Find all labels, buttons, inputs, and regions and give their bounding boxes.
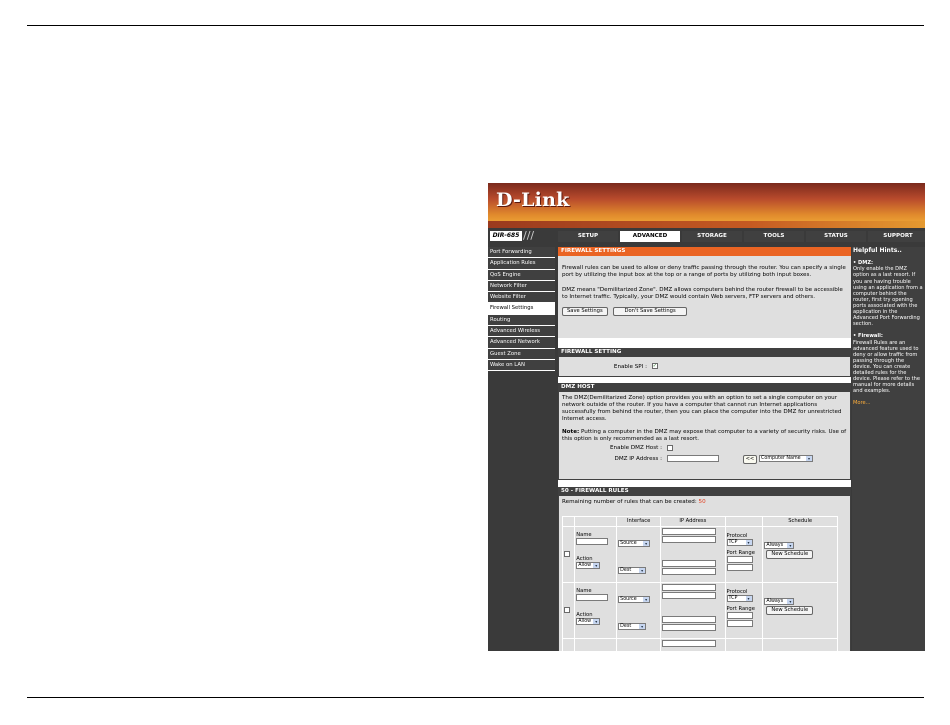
chevron-down-icon: ▾ <box>789 598 792 604</box>
sidebar-item-wake-on-lan[interactable]: Wake on LAN <box>488 360 555 371</box>
src-ip-start-input[interactable] <box>662 640 716 647</box>
sidebar-item-advanced-network[interactable]: Advanced Network <box>488 337 555 348</box>
rule-enable-checkbox[interactable] <box>564 607 570 613</box>
save-settings-button[interactable]: Save Settings <box>562 307 608 316</box>
port-range-label: Port Range <box>726 549 755 556</box>
dmz-ip-label: DMZ IP Address : <box>614 456 662 463</box>
rule-name-input[interactable] <box>576 538 608 545</box>
sidebar-item-routing[interactable]: Routing <box>488 315 555 326</box>
src-ip-end-input[interactable] <box>662 536 716 543</box>
protocol-select[interactable] <box>727 539 753 546</box>
dont-save-settings-button[interactable]: Don't Save Settings <box>613 307 686 316</box>
remaining-count: 50 <box>698 499 706 505</box>
port-range-label: Port Range <box>726 605 755 612</box>
rules-table <box>562 516 838 651</box>
hint-dmz-title: • DMZ: <box>853 260 874 267</box>
section-title: 50 - FIREWALL RULES <box>558 487 851 496</box>
firewall-setting-body <box>558 357 851 377</box>
name-label: Name <box>576 587 592 594</box>
tab-advanced[interactable]: ADVANCED <box>620 231 680 242</box>
note-label: Note: <box>562 428 580 435</box>
computer-name-value: Computer Name <box>761 456 801 462</box>
col-interface: Interface <box>617 517 661 527</box>
hint-firewall-text: Firewall Rules are an advanced feature used to deny or allow traffic from passing through the device. You can create detailed rules for the device. Please refer to the manual for more details and examples. <box>853 339 920 395</box>
src-ip-end-input[interactable] <box>662 592 716 599</box>
sidebar-item-guest-zone[interactable]: Guest Zone <box>488 349 555 360</box>
action-label: Action <box>576 611 593 618</box>
sidebar-item-port-forwarding[interactable]: Port Forwarding <box>488 247 555 258</box>
computer-name-select[interactable] <box>759 455 813 462</box>
dst-ip-start-input[interactable] <box>662 560 716 567</box>
table-row <box>563 526 838 582</box>
src-ip-start-input[interactable] <box>662 528 716 535</box>
protocol-value: TCP <box>728 540 738 545</box>
chevron-down-icon: ▾ <box>645 596 648 602</box>
schedule-value: Always <box>766 542 784 548</box>
sidebar <box>488 247 555 371</box>
chevron-down-icon: ▾ <box>808 456 811 462</box>
hints-title: Helpful Hints.. <box>853 247 902 254</box>
dmz-host-section <box>558 383 851 480</box>
section-title: DMZ HOST <box>558 383 851 392</box>
enable-dmz-label: Enable DMZ Host : <box>610 445 662 452</box>
chevron-down-icon: ▾ <box>747 540 750 545</box>
tab-setup[interactable]: SETUP <box>558 231 618 242</box>
port-end-input[interactable] <box>727 620 753 627</box>
source-select[interactable] <box>618 596 650 603</box>
remaining-label: Remaining number of rules that can be created: <box>562 499 697 505</box>
chevron-down-icon: ▾ <box>595 563 598 568</box>
action-label: Action <box>576 555 593 562</box>
chevron-down-icon: ▾ <box>645 540 648 546</box>
hint-firewall-title: • Firewall: <box>853 333 883 340</box>
action-select[interactable] <box>576 562 600 569</box>
sidebar-item-advanced-wireless[interactable]: Advanced Wireless <box>488 326 555 337</box>
col-ip-address: IP Address <box>661 517 725 527</box>
sidebar-item-firewall-settings[interactable]: Firewall Settings <box>488 303 555 314</box>
section-title: FIREWALL SETTINGS <box>558 247 851 256</box>
source-select[interactable] <box>618 540 650 547</box>
dlink-logo: D-Link <box>496 189 570 211</box>
model-badge: DIR-685 <box>490 231 522 241</box>
action-value: Allow <box>578 563 592 568</box>
router-screenshot <box>488 183 925 651</box>
rule-enable-checkbox[interactable] <box>564 551 570 557</box>
dmz-host-body <box>558 392 851 480</box>
sidebar-item-website-filter[interactable]: Website Filter <box>488 292 555 303</box>
firewall-setting-section <box>558 348 851 377</box>
top-tabs <box>558 231 925 242</box>
dmz-description: The DMZ(Demilitarized Zone) option provides you with an option to set a single computer on your network outside of the router. If you have a computer that cannot run Internet applications successfully from behind the router, then you can place the computer into the DMZ for unrestricted Internet access. <box>562 395 842 422</box>
action-select[interactable] <box>576 618 600 625</box>
dst-ip-end-input[interactable] <box>662 568 716 575</box>
tab-storage[interactable]: STORAGE <box>682 231 742 242</box>
firewall-settings-body <box>558 256 851 338</box>
new-schedule-button[interactable]: New Schedule <box>766 606 813 615</box>
hint-dmz-text: Only enable the DMZ option as a last resort. If you are having trouble using an application from a computer behind the router, first try opening ports associated with the application in the Advanced Port Forwarding section. <box>853 266 923 328</box>
source-value: Source <box>620 540 637 546</box>
protocol-select[interactable] <box>727 595 753 602</box>
dst-ip-start-input[interactable] <box>662 616 716 623</box>
source-value: Source <box>620 596 637 602</box>
port-end-input[interactable] <box>727 564 753 571</box>
tab-status[interactable]: STATUS <box>806 231 866 242</box>
chevron-down-icon: ▾ <box>747 596 750 601</box>
dest-value: Dest <box>620 624 632 629</box>
intro-paragraph: Firewall rules can be used to allow or deny traffic passing through the router. You can specify a single port by utilizing the input box at the top or a range of ports by utilizing both input boxes. <box>562 265 846 278</box>
more-link[interactable]: More... <box>853 400 871 407</box>
table-row <box>563 638 838 651</box>
schedule-value: Always <box>766 598 784 604</box>
chevron-down-icon: ▾ <box>641 624 644 629</box>
schedule-select[interactable] <box>764 542 794 549</box>
port-start-input[interactable] <box>727 612 753 619</box>
name-label: Name <box>576 531 592 538</box>
sidebar-item-network-filter[interactable]: Network Filter <box>488 281 555 292</box>
page-top-rule <box>27 25 924 26</box>
protocol-label: Protocol <box>726 588 748 595</box>
firewall-settings-section <box>558 247 851 338</box>
spi-checkbox[interactable]: ✓ <box>652 363 657 369</box>
firewall-rules-body <box>558 496 851 651</box>
sidebar-item-qos-engine[interactable]: QoS Engine <box>488 270 555 281</box>
sidebar-item-application-rules[interactable]: Application Rules <box>488 258 555 269</box>
tab-tools[interactable]: TOOLS <box>744 231 804 242</box>
firewall-rules-section <box>558 487 851 651</box>
dst-ip-end-input[interactable] <box>662 624 716 631</box>
helpful-hints-panel <box>852 247 925 651</box>
rule-name-input[interactable] <box>576 594 608 601</box>
schedule-select[interactable] <box>764 598 794 605</box>
spi-label: Enable SPI : <box>613 363 647 370</box>
tab-support[interactable]: SUPPORT <box>868 231 925 242</box>
new-schedule-button[interactable]: New Schedule <box>766 550 813 559</box>
slash-decoration: /// <box>523 229 535 242</box>
chevron-down-icon: ▾ <box>595 619 598 624</box>
dmz-ip-input[interactable] <box>667 455 719 462</box>
banner-stripe <box>488 221 925 228</box>
protocol-label: Protocol <box>726 532 748 539</box>
dmz-intro-paragraph: DMZ means "Demilitarized Zone". DMZ allows computers behind the router firewall to be accessible to Internet traffic. Typically, your DMZ would contain Web servers, FTP servers and others. <box>562 286 843 300</box>
enable-dmz-checkbox[interactable] <box>667 445 673 451</box>
chevron-down-icon: ▾ <box>641 568 644 573</box>
section-title: FIREWALL SETTING <box>558 348 851 357</box>
page-bottom-rule <box>27 697 924 698</box>
main-content <box>558 247 851 651</box>
table-row <box>563 582 838 638</box>
note-text: Putting a computer in the DMZ may expose that computer to a variety of security risks. Use of this option is only recommended as a last resort. <box>562 428 847 442</box>
src-ip-start-input[interactable] <box>662 584 716 591</box>
copy-ip-button[interactable]: << <box>743 455 758 464</box>
action-value: Allow <box>578 619 592 624</box>
dest-select[interactable] <box>618 567 646 574</box>
col-schedule: Schedule <box>763 517 838 527</box>
protocol-value: TCP <box>728 596 738 601</box>
chevron-down-icon: ▾ <box>789 542 792 548</box>
dest-select[interactable] <box>618 623 646 630</box>
port-start-input[interactable] <box>727 556 753 563</box>
brand-banner <box>488 183 925 228</box>
dest-value: Dest <box>620 568 632 573</box>
